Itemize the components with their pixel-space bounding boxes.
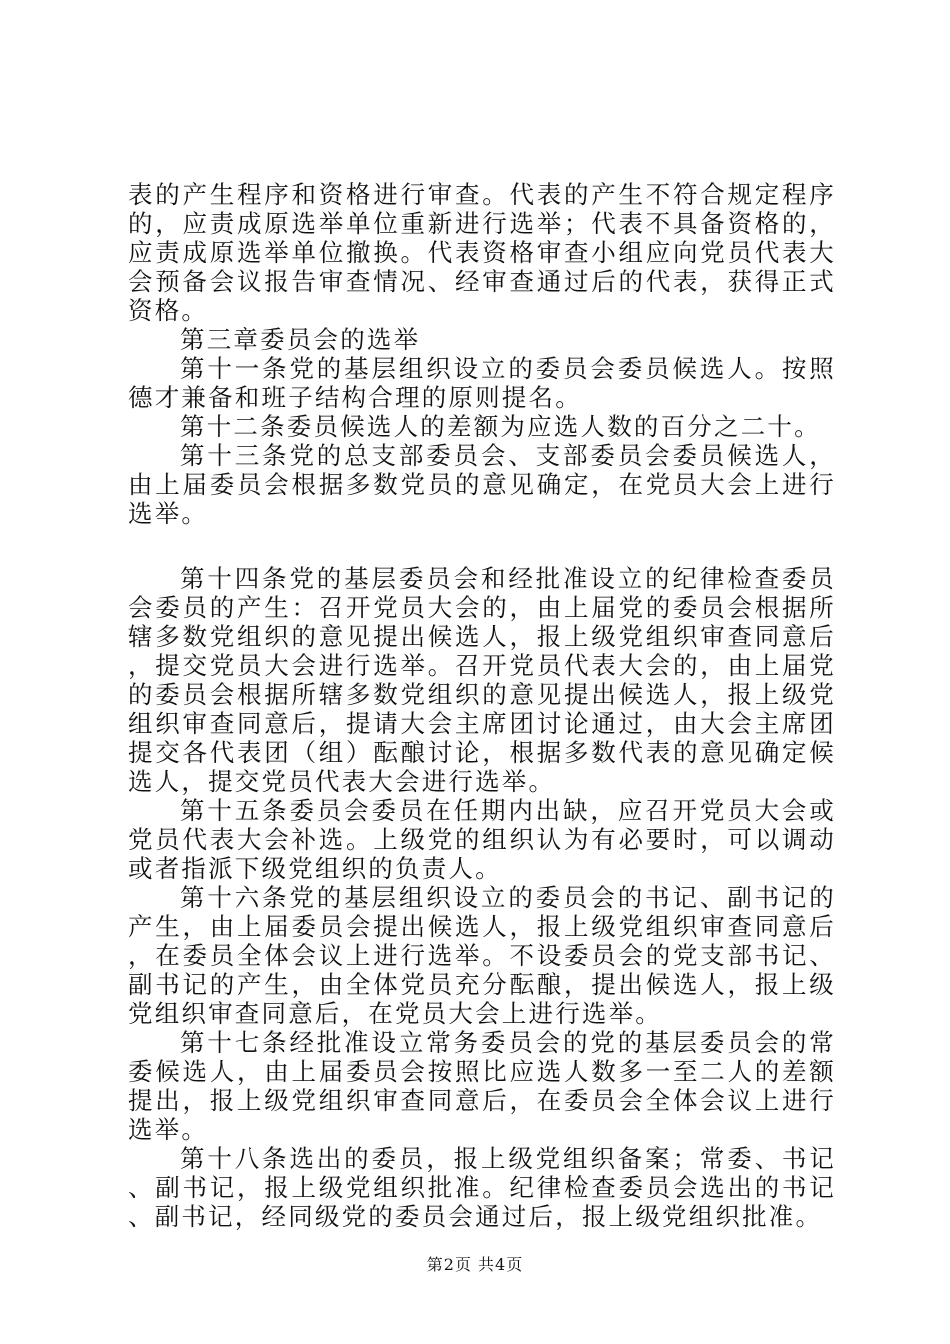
article-14: 第十四条党的基层委员会和经批准设立的纪律检查委员会委员的产生：召开党员大会的，由上届党的委员会根据所辖多数党组织的意见提出候选人，报上级党组织审查同意后，提交党员大会进行选举。召开党员代表大会的，由上届党的委员会根据所辖多数党组织的意见提出候选人，报上级党组织审查同意后，提请大会主席团讨论通过，由大会主席团提交各代表团（组）酝酿讨论，根据多数代表的意见确定候选人，提交党员代表大会进行选举。 (128, 564, 836, 796)
article-13: 第十三条党的总支部委员会、支部委员会委员候选人，由上届委员会根据多数党员的意见确定，在党员大会上进行选举。 (128, 441, 836, 528)
page-number-footer: 第2页 共4页 (426, 1255, 524, 1274)
article-15: 第十五条委员会委员在任期内出缺，应召开党员大会或党员代表大会补选。上级党的组织认为有必要时，可以调动或者指派下级党组织的负责人。 (128, 796, 836, 883)
document-body (128, 180, 836, 1231)
paragraph-continuation: 表的产生程序和资格进行审查。代表的产生不符合规定程序的，应责成原选举单位重新进行选举；代表不具备资格的，应责成原选举单位撤换。代表资格审查小组应向党员代表大会预备会议报告审查情况、经审查通过后的代表，获得正式资格。 (128, 180, 836, 325)
chapter-heading: 第三章委员会的选举 (180, 325, 421, 354)
article-12: 第十二条委员候选人的差额为应选人数的百分之二十。 (180, 412, 821, 441)
article-17: 第十七条经批准设立常务委员会的党的基层委员会的常委候选人，由上届委员会按照比应选人数多一至二人的差额提出，报上级党组织审查同意后，在委员会全体会议上进行选举。 (128, 1028, 836, 1144)
article-18: 第十八条选出的委员，报上级党组织备案；常委、书记、副书记，报上级党组织批准。纪律检查委员会选出的书记、副书记，经同级党的委员会通过后，报上级党组织批准。 (128, 1144, 836, 1231)
article-11: 第十一条党的基层组织设立的委员会委员候选人。按照德才兼备和班子结构合理的原则提名。 (128, 354, 836, 412)
article-16: 第十六条党的基层组织设立的委员会的书记、副书记的产生，由上届委员会提出候选人，报上级党组织审查同意后，在委员全体会议上进行选举。不设委员会的党支部书记、副书记的产生，由全体党员充分酝酿，提出候选人，报上级党组织审查同意后，在党员大会上进行选举。 (128, 883, 836, 1028)
